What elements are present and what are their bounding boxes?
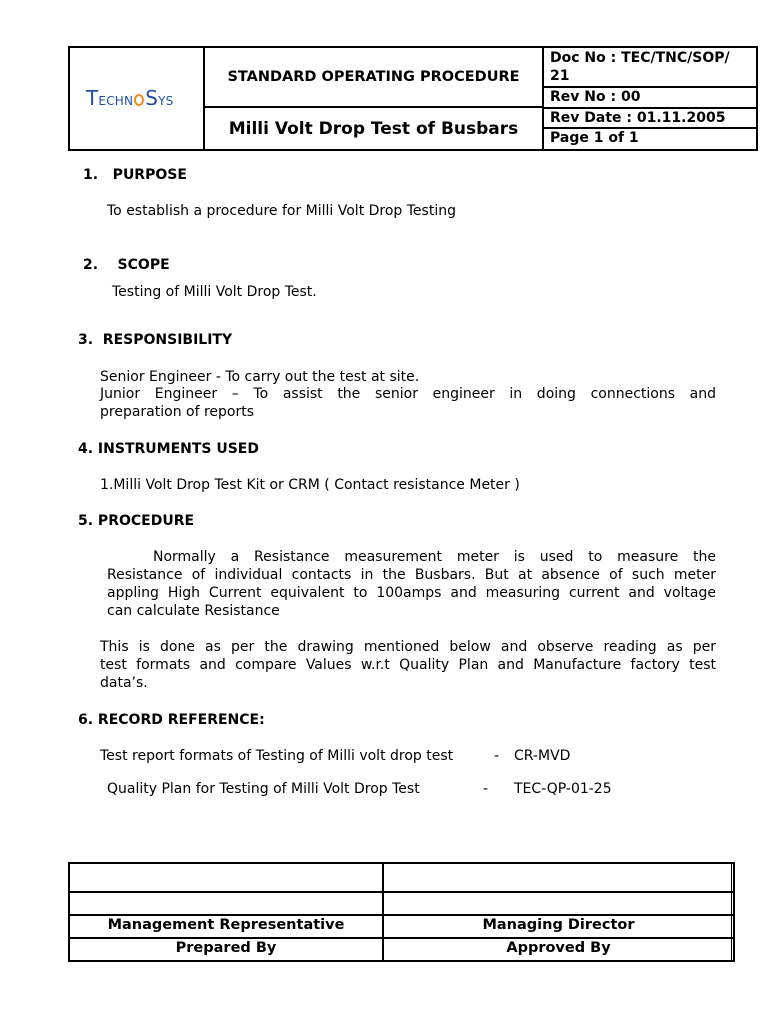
- sop-label: STANDARD OPERATING PROCEDURE: [205, 48, 542, 108]
- signature-cell-right[interactable]: [384, 864, 733, 891]
- procedure-p1-line3: appling High Current equivalent to 100amps and measuring current and voltage: [107, 585, 716, 601]
- managing-director-label: Managing Director: [482, 917, 635, 933]
- management-representative-label: Management Representative: [107, 917, 345, 933]
- record-item2-code: TEC-QP-01-25: [514, 781, 612, 797]
- instruments-text: 1.Milli Volt Drop Test Kit or CRM ( Contact resistance Meter ): [100, 477, 520, 493]
- prepared-by-label: Prepared By: [175, 940, 277, 956]
- logo-cell: [70, 48, 205, 149]
- purpose-text: To establish a procedure for Milli Volt Drop Testing: [107, 203, 456, 219]
- doc-info-cells: [542, 48, 756, 149]
- date-cell-left[interactable]: [70, 893, 382, 914]
- record-item1-text: Test report formats of Testing of Milli volt drop test: [100, 748, 454, 764]
- procedure-p2-line1: This is done as per the drawing mentioned below and observe reading as per: [100, 639, 716, 655]
- scope-heading: 2. SCOPE: [83, 257, 170, 273]
- document-header-table: [68, 46, 758, 151]
- responsibility-senior: Senior Engineer - To carry out the test at site.: [100, 369, 420, 385]
- scope-text: Testing of Milli Volt Drop Test.: [112, 284, 317, 300]
- responsibility-heading: 3. RESPONSIBILITY: [78, 332, 233, 348]
- technosys-logo: Techn Sys: [86, 86, 174, 110]
- procedure-p1-line1: Normally a Resistance measurement meter is used to measure the: [153, 549, 716, 565]
- record-item1-code: CR-MVD: [514, 748, 571, 764]
- signoff-table: [68, 862, 735, 962]
- record-item2-dash: -: [483, 781, 489, 797]
- procedure-p2-line3: data’s.: [100, 675, 148, 691]
- record-item2-text: Quality Plan for Testing of Milli Volt Drop Test: [107, 781, 420, 797]
- procedure-heading: 5. PROCEDURE: [78, 513, 195, 529]
- signature-cell-left[interactable]: [70, 864, 382, 891]
- purpose-heading: 1. PURPOSE: [83, 167, 187, 183]
- logo-ring-icon: [134, 94, 144, 106]
- record-item1-dash: -: [494, 748, 500, 764]
- responsibility-junior-cont: preparation of reports: [100, 404, 255, 420]
- instruments-heading: 4. INSTRUMENTS USED: [78, 441, 259, 457]
- responsibility-junior: Junior Engineer – To assist the senior engineer in doing connections and: [100, 386, 716, 402]
- revision-date: Rev Date : 01.11.2005: [544, 109, 756, 129]
- procedure-p1-line4: can calculate Resistance: [107, 603, 280, 619]
- document-title: Milli Volt Drop Test of Busbars: [228, 118, 519, 139]
- doc-number: Doc No : TEC/TNC/SOP/ 21: [544, 48, 756, 88]
- revision-number: Rev No : 00: [544, 88, 756, 109]
- procedure-p2-line2: test formats and compare Values w.r.t Quality Plan and Manufacture factory test: [100, 657, 716, 673]
- approved-by-label: Approved By: [506, 940, 611, 956]
- record-heading: 6. RECORD REFERENCE:: [78, 712, 265, 728]
- procedure-p1-line2: Resistance of individual contacts in the Busbars. But at absence of such meter: [107, 567, 716, 583]
- page-number: Page 1 of 1: [550, 130, 639, 146]
- date-cell-right[interactable]: [384, 893, 733, 914]
